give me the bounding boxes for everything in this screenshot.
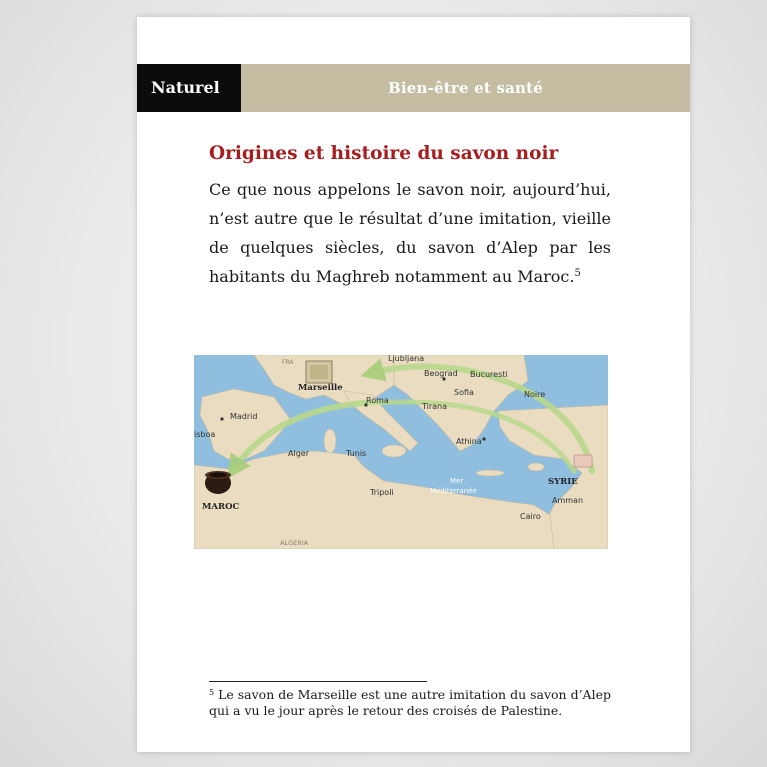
footnote-text: Le savon de Marseille est une autre imitation du savon d’Alep qui a vu le jour après le retour des croisés de Palestine.	[209, 687, 611, 718]
black-soap-jar-icon	[205, 471, 231, 494]
article-title: Origines et histoire du savon noir	[209, 143, 559, 164]
land-sardinia	[324, 429, 336, 453]
land-crete	[476, 470, 504, 476]
section-label: Naturel	[137, 64, 241, 112]
footnote-reference: 5	[574, 268, 581, 279]
label-madrid: Madrid	[230, 412, 258, 421]
label-alger: Alger	[288, 449, 309, 458]
label-cairo: Cairo	[520, 512, 541, 521]
land-cyprus	[528, 463, 544, 471]
label-tripoli: Tripoli	[370, 488, 394, 497]
land-sicily	[382, 445, 406, 457]
label-sofia: Sofia	[454, 388, 474, 397]
syrie-marker	[574, 455, 592, 467]
label-bucuresti: Bucuresti	[470, 370, 508, 379]
city-dot-madrid	[220, 417, 223, 420]
label-amman: Amman	[552, 496, 584, 505]
document-page	[137, 17, 690, 752]
label-marseille: Marseille	[298, 383, 343, 393]
label-tunis: Tunis	[346, 449, 367, 458]
city-dot-athina	[482, 437, 485, 440]
footnote	[209, 687, 611, 719]
label-noire: Noire	[524, 390, 546, 399]
label-roma: Roma	[366, 396, 389, 405]
label-ljubljana: Ljubljana	[388, 355, 425, 363]
label-maroc: MAROC	[202, 502, 240, 512]
label-athina: Athina	[456, 437, 482, 446]
article-paragraph	[209, 175, 611, 291]
map-graphic	[194, 355, 608, 549]
mediterranean-map	[194, 355, 608, 549]
label-algeria: ALGERIA	[280, 539, 309, 547]
label-mer: Mer	[450, 477, 464, 485]
paragraph-text: Ce que nous appelons le savon noir, aujourd’hui, n’est autre que le résultat d’une imitation, vieille de quelques siècles, du savon d’Alep par les habitants du Maghreb notamment au Maroc.	[209, 180, 611, 286]
footnote-divider	[209, 681, 427, 682]
label-syrie: SYRIE	[548, 477, 578, 487]
footnote-number: 5	[209, 688, 215, 697]
label-tirana: Tirana	[422, 402, 448, 411]
label-mediterranee: Méditerranée	[430, 487, 477, 495]
label-beograd: Beograd	[424, 369, 458, 378]
page-header	[137, 64, 690, 112]
soap-block-icon	[306, 361, 332, 383]
category-label: Bien-être et santé	[241, 64, 690, 112]
label-france: FRA	[282, 359, 294, 366]
label-lisboa: isboa	[194, 430, 216, 439]
